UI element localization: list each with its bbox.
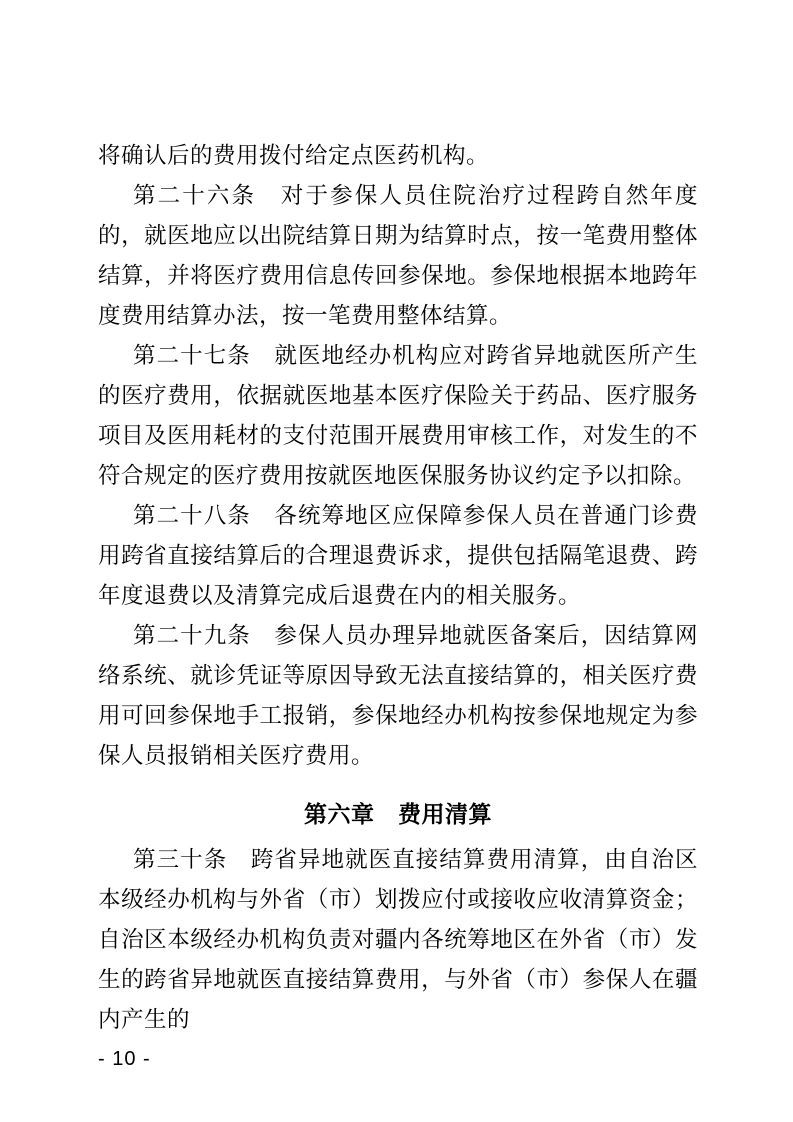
chapter-6-heading: 第六章 费用清算 xyxy=(304,801,492,827)
document-body xyxy=(98,136,698,1040)
paragraph-continuation: 将确认后的费用拨付给定点医药机构。 xyxy=(98,143,490,168)
article-26-paragraph: 第二十六条 对于参保人员住院治疗过程跨自然年度的，就医地应以出院结算日期为结算时点，按一笔费用整体结算，并将医疗费用信息传回参保地。参保地根据本地跨年度费用结算办法，按一笔费用整体结算。 xyxy=(98,183,698,328)
article-29-paragraph: 第二十九条 参保人员办理异地就医备案后，因结算网络系统、就诊凭证等原因导致无法直接结算的，相关医疗费用可回参保地手工报销，参保地经办机构按参保地规定为参保人员报销相关医疗费用。 xyxy=(98,623,698,768)
article-30-paragraph: 第三十条 跨省异地就医直接结算费用清算，由自治区本级经办机构与外省（市）划拨应付或接收应收清算资金；自治区本级经办机构负责对疆内各统筹地区在外省（市）发生的跨省异地就医直接结算费用，与外省（市）参保人在疆内产生的 xyxy=(98,847,698,1032)
page-number: - 10 - xyxy=(98,1048,151,1070)
article-27-paragraph: 第二十七条 就医地经办机构应对跨省异地就医所产生的医疗费用，依据就医地基本医疗保险关于药品、医疗服务项目及医用耗材的支付范围开展费用审核工作，对发生的不符合规定的医疗费用按就医地医保服务协议约定予以扣除。 xyxy=(98,343,698,488)
article-28-paragraph: 第二十八条 各统筹地区应保障参保人员在普通门诊费用跨省直接结算后的合理退费诉求，提供包括隔笔退费、跨年度退费以及清算完成后退费在内的相关服务。 xyxy=(98,503,698,608)
